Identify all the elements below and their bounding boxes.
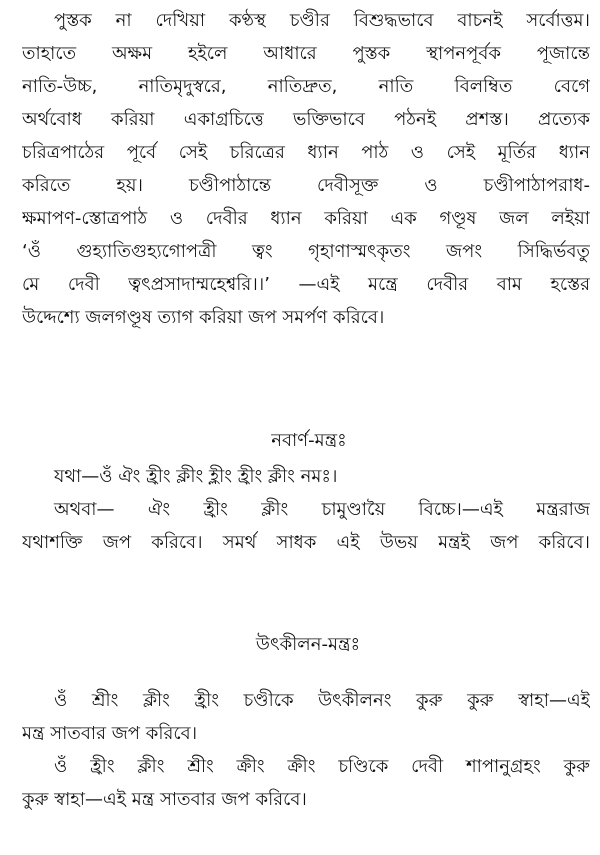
text-line: অর্থবোধ করিয়া একাগ্রচিত্তে ভক্তিভাবে পঠনই প্রশস্ত। প্রত্যেক bbox=[22, 109, 590, 130]
text-line: যথাশক্তি জপ করিবে। সমর্থ সাধক এই উভয় মন্ত্রই জপ করিবে। bbox=[22, 532, 590, 553]
text-line: নাতি-উচ্চ, নাতিমৃদুস্বরে, নাতিদ্রুত, নাতি বিলম্বিত বেগে bbox=[22, 76, 590, 97]
text-line: অথবা— ঐং হ্রীং ক্লীং চামুণ্ডায়ৈ বিচ্চে।—এই মন্ত্ররাজ bbox=[54, 499, 590, 520]
text-line: মন্ত্র সাতবার জপ করিবে। bbox=[22, 723, 198, 744]
text-line: কুরু স্বাহা—এই মন্ত্র সাতবার জপ করিবে। bbox=[22, 789, 307, 810]
text-line: উদ্দেশ্যে জলগণ্ডূষ ত্যাগ করিয়া জপ সমর্পণ করিবে। bbox=[22, 307, 385, 328]
text-line: ‘ওঁ গুহ্যাতিগুহ্যগোপত্রী ত্বং গৃহাণাস্মৎকৃতং জপং সিদ্ধির্ভবতু bbox=[22, 241, 590, 262]
paragraph-utkilan-mantra bbox=[22, 684, 590, 816]
paragraph-chandi-recitation bbox=[22, 4, 590, 334]
text-line: ওঁ হ্রীং ক্লীং শ্রীং ক্রীং ক্রীং চণ্ডিকে দেবী শাপানুগ্রহং কুরু bbox=[54, 756, 590, 777]
text-line: মে দেবী ত্বৎপ্রসাদাম্মহেশ্বরি।।’ —এই মন্ত্রে দেবীর বাম হস্তের bbox=[22, 274, 590, 295]
text-line: করিতে হয়। চণ্ডীপাঠান্তে দেবীসূক্ত ও চণ্ডীপাঠাপরাধ- bbox=[22, 175, 590, 196]
text-line: ওঁ শ্রীং ক্লীং হ্রীং চণ্ডীকে উৎকীলনং কুরু কুরু স্বাহা—এই bbox=[54, 690, 590, 711]
section-heading-navarna: নবার্ণ-মন্ত্রঃ bbox=[271, 430, 347, 451]
text-line: পুস্তক না দেখিয়া কণ্ঠস্থ চণ্ডীর বিশুদ্ধভাবে বাচনই সর্বোত্তম। bbox=[54, 10, 590, 31]
text-line: ক্ষমাপণ-স্তোত্রপাঠ ও দেবীর ধ্যান করিয়া এক গণ্ডূষ জল লইয়া bbox=[22, 208, 590, 229]
text-line: যথা—ওঁ ঐং হ্রীং ক্লীং হ্লীং হ্রীং ক্লীং নমঃ। bbox=[54, 466, 338, 487]
text-line: তাহাতে অক্ষম হইলে আধারে পুস্তক স্থাপনপূর্বক পূজান্তে bbox=[22, 43, 590, 64]
text-line: চরিত্রপাঠের পূর্বে সেই চরিত্রের ধ্যান পাঠ ও সেই মূর্তির ধ্যান bbox=[22, 142, 590, 163]
section-heading-utkilan: উৎকীলন-মন্ত্রঃ bbox=[255, 634, 361, 655]
paragraph-navarna-mantra bbox=[22, 460, 590, 559]
